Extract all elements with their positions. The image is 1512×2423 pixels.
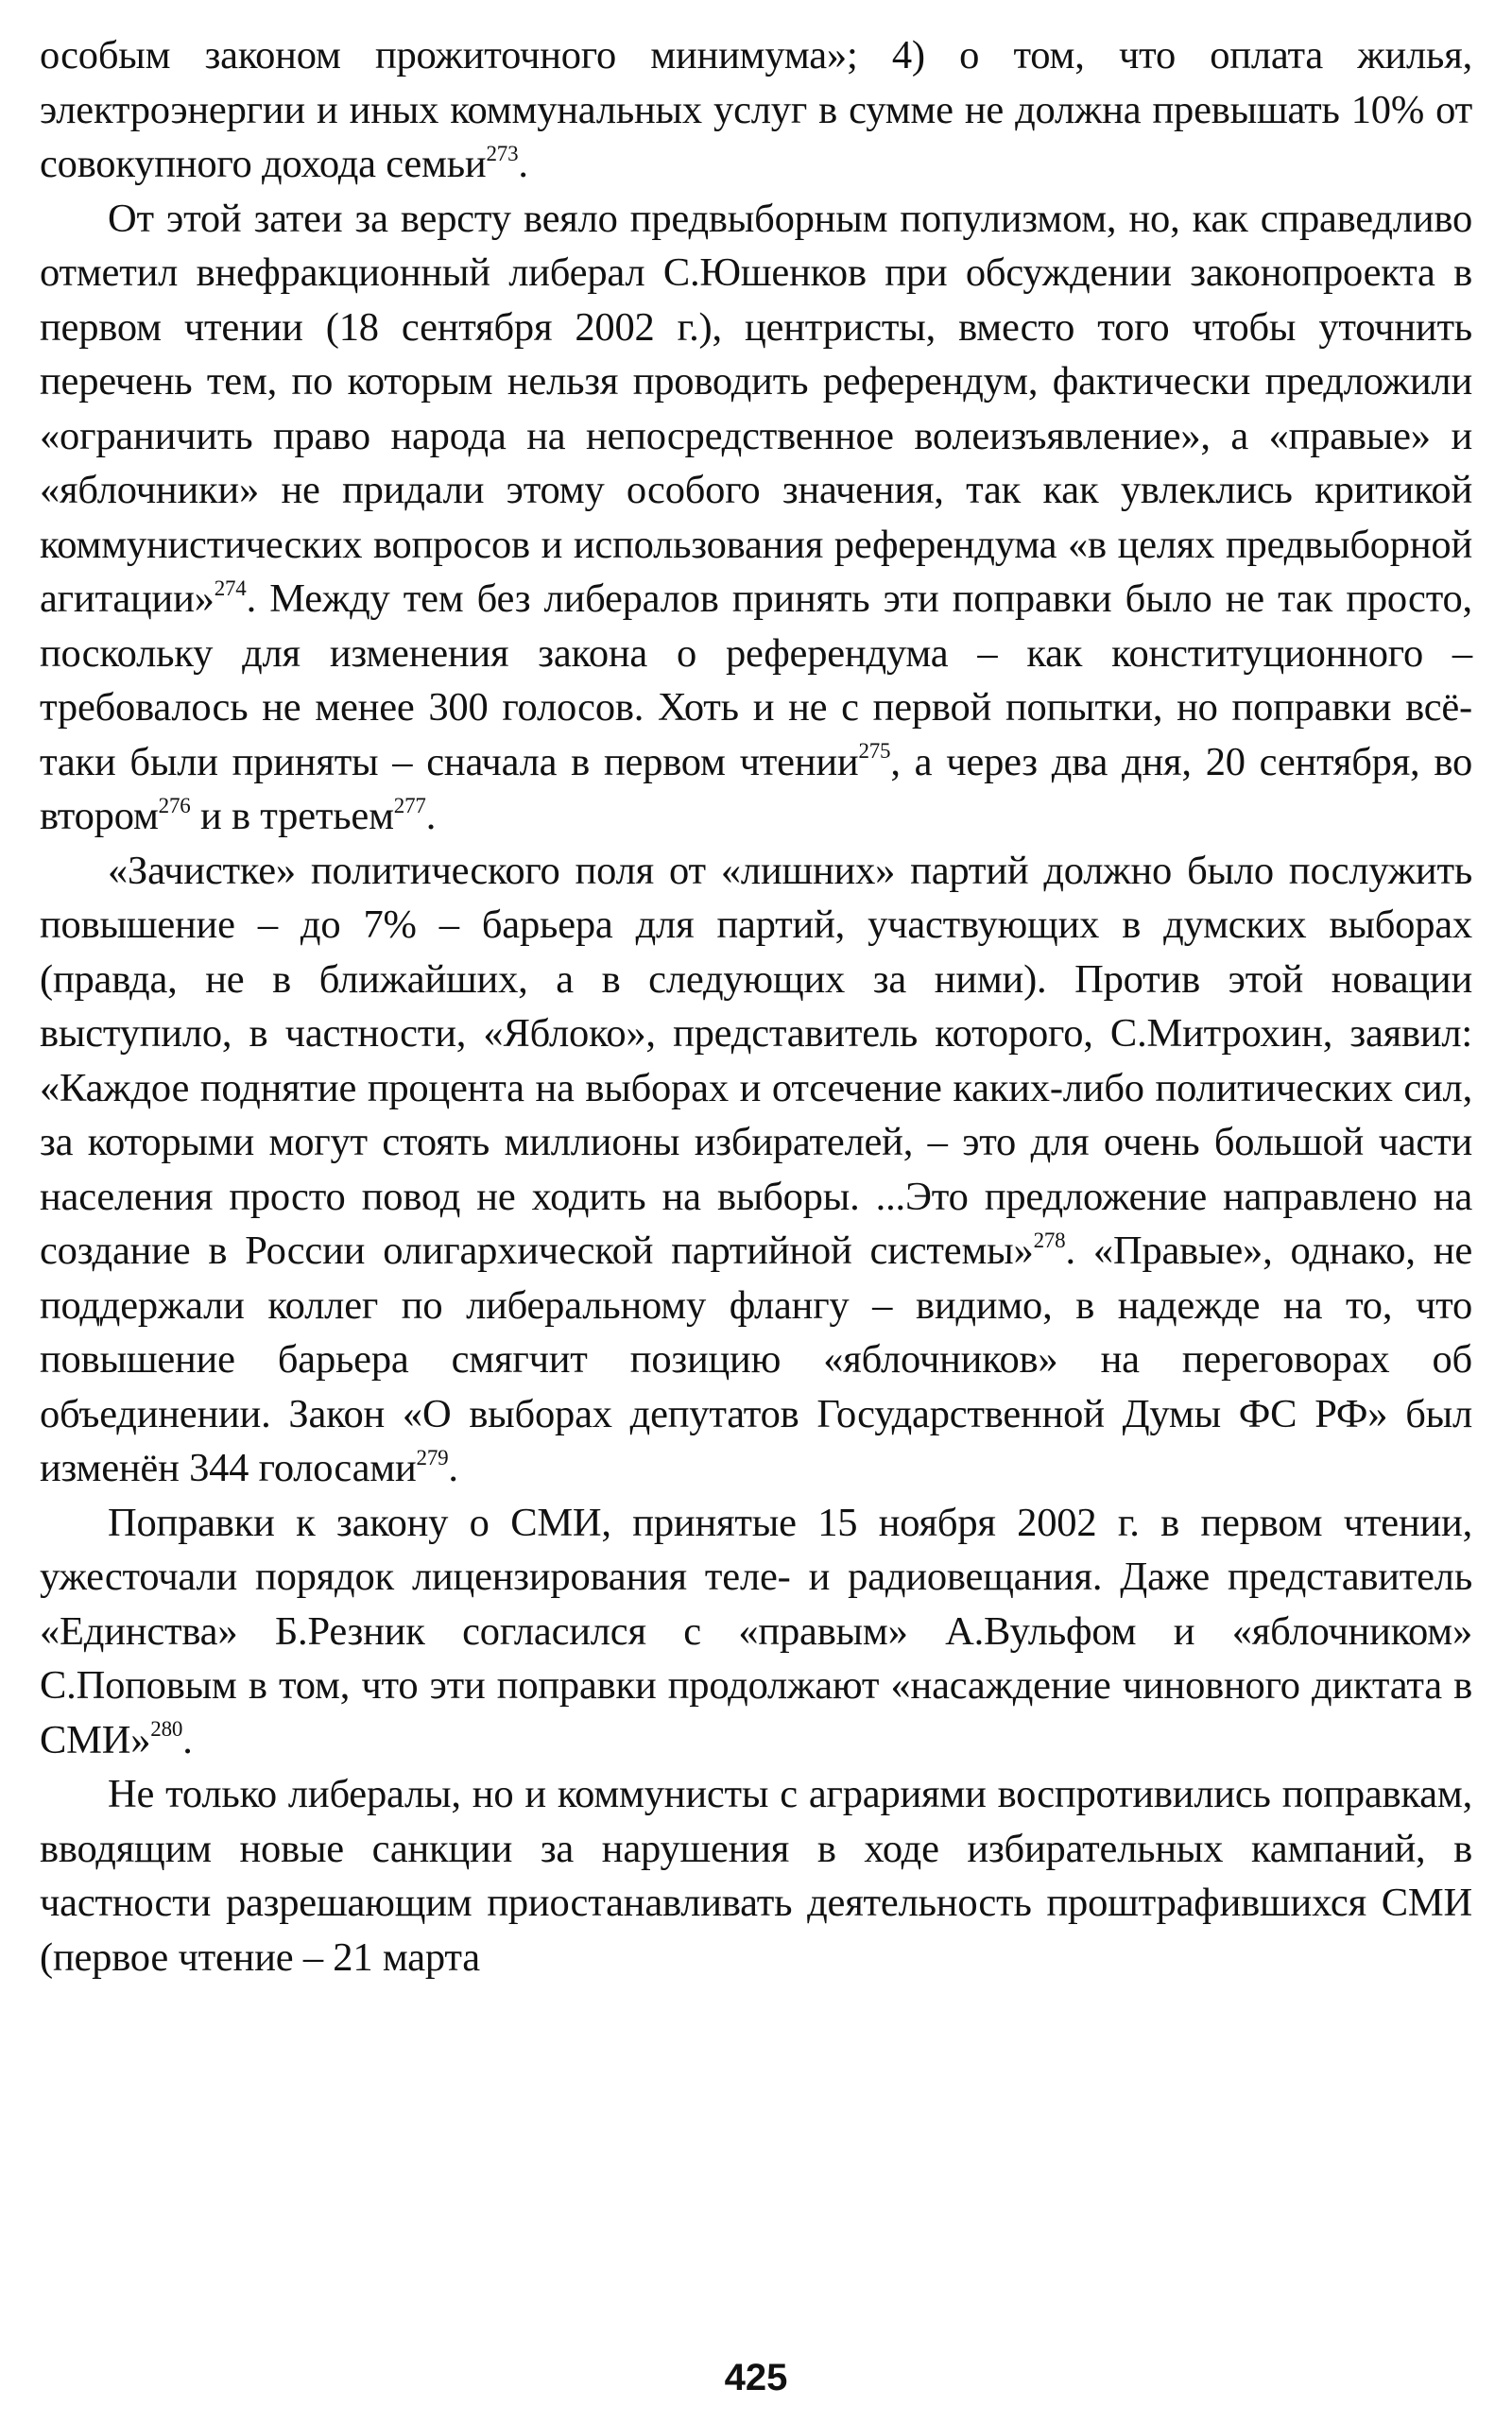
footnote-ref-275[interactable]: 275 [858, 739, 891, 764]
text-run: . [425, 794, 437, 838]
paragraph-3 [40, 844, 1472, 1496]
page-number: 425 [724, 2357, 788, 2398]
footnote-ref-273[interactable]: 273 [486, 141, 519, 165]
footnote-ref-274[interactable]: 274 [214, 576, 247, 600]
text-run: . Между тем без либералов принять эти поправки было не так просто, поскольку для изменения закона о референдума – как конституционного – требовалось не менее 300 голосов. Хоть и не с первой попытки, но поправки всё-таки были приняты – сначала в первом чтении [40, 576, 1472, 784]
text-run: , а через два дня, 20 сентября, во втором [40, 739, 1472, 838]
text-run: Поправки к закону о СМИ, принятые 15 ноября 2002 г. в первом чтении, ужесточали порядок лицензирования теле- и радиовещания. Даже представитель «Единства» Б.Резник согласился с «правым» А.Вульфом и «яблочником» С.Поповым в том, что эти поправки продолжают «насаждение чиновного диктата в СМИ» [40, 1500, 1472, 1762]
text-run: . «Правые», однако, не поддержали коллег по либеральному флангу – видимо, в надежде на то, что повышение барьера смягчит позицию «яблочников» на переговорах об объединении. Закон «О выборах депутатов Государственной Думы ФС РФ» был изменён 344 голосами [40, 1229, 1472, 1490]
footnote-ref-280[interactable]: 280 [150, 1717, 183, 1742]
footnote-ref-278[interactable]: 278 [1033, 1228, 1066, 1252]
text-run: особым законом прожиточного минимума»; 4) о том, что оплата жилья, электроэнергии и иных коммунальных услуг в сумме не должна превышать 10% от совокупного дохода семьи [40, 33, 1472, 186]
paragraph-4 [40, 1496, 1472, 1768]
text-run: и в третьем [190, 794, 394, 838]
paragraph-1 [40, 28, 1472, 192]
footnote-ref-279[interactable]: 279 [416, 1445, 449, 1469]
text-run: Не только либералы, но и коммунисты с аграриями воспротивились поправкам, вводящим новые санкции за нарушения в ходе избирательных кампаний, в частности разрешающим приостанавливать деятельность проштрафившихся СМИ (первое чтение – 21 марта [40, 1772, 1472, 1980]
text-run: «Зачистке» политического поля от «лишних» партий должно было послужить повышение – до 7% – барьера для партий, участвующих в думских выборах (правда, не в ближайших, а в следующих за ними). Против этой новации выступило, в частности, «Яблоко», представитель которого, С.Митрохин, заявил: «Каждое поднятие процента на выборах и отсечение каких-либо политических сил, за которыми могут стоять миллионы избирателей, – это для очень большой части населения просто повод не ходить на выборы. ...Это предложение направлено на создание в России олигархической партийной системы» [40, 848, 1472, 1273]
text-run: . [518, 142, 528, 186]
paragraph-5 [40, 1767, 1472, 1985]
page-body [40, 28, 1472, 2334]
text-run: . [448, 1446, 458, 1490]
footnote-ref-276[interactable]: 276 [158, 793, 191, 817]
footnote-ref-277[interactable]: 277 [393, 793, 426, 817]
text-run: От этой затеи за версту веяло предвыборным популизмом, но, как справедливо отметил внефракционный либерал С.Юшенков при обсуждении законопроекта в первом чтении (18 сентября 2002 г.), центристы, вместо того чтобы уточнить перечень тем, по которым нельзя проводить референдум, фактически предложили «ограничить право народа на непосредственное волеизъявление», а «правые» и «яблочники» не придали этому особого значения, так как увлеклись критикой коммунистических вопросов и использования референдума «в целях предвыборной агитации» [40, 196, 1472, 621]
paragraph-2 [40, 192, 1472, 844]
text-run: . [182, 1717, 193, 1762]
